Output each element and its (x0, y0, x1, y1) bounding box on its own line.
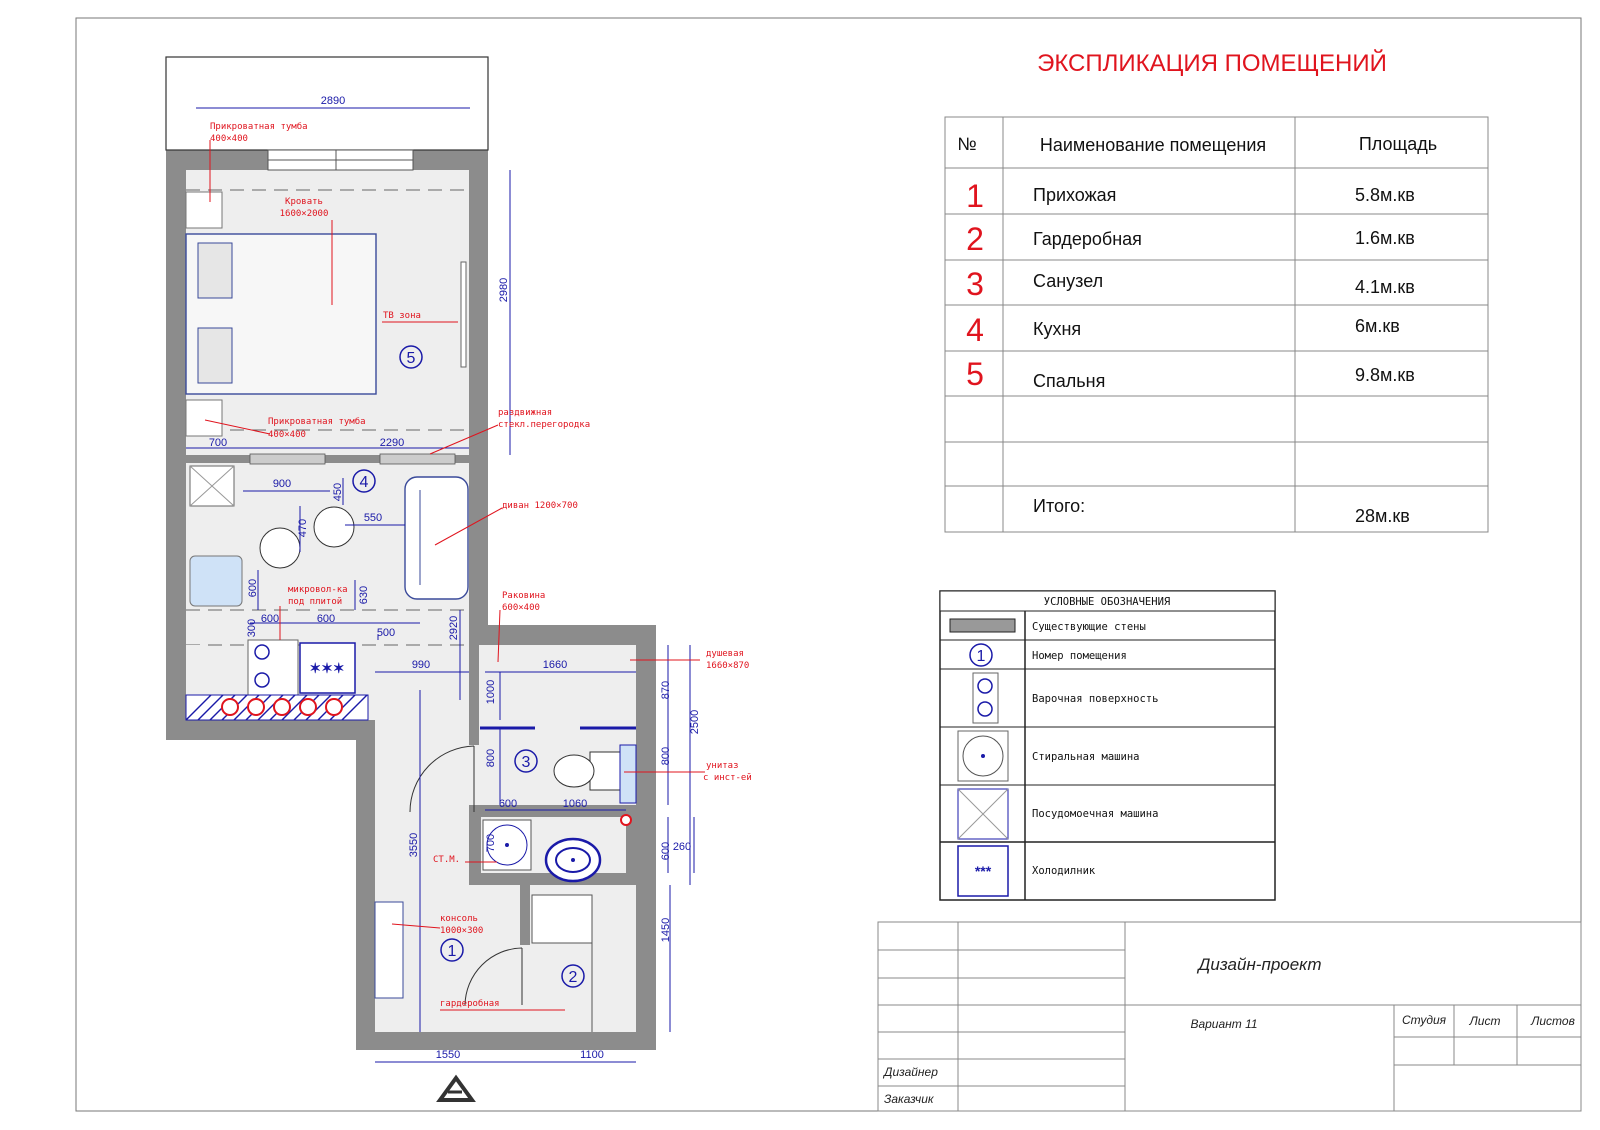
label-bed: Кровать (285, 197, 323, 207)
row-number: 2 (966, 221, 984, 257)
dishwasher-icon (958, 789, 1008, 839)
row-area: 6м.кв (1355, 316, 1400, 336)
label-nightstand-top-size: 400×400 (210, 134, 248, 144)
row-number: 1 (966, 178, 984, 214)
dim-800-a: 800 (485, 748, 497, 768)
dim-2290: 2290 (379, 437, 405, 449)
console (375, 902, 403, 998)
dim-2980: 2980 (498, 277, 510, 303)
label-toilet2: с инст-ей (703, 773, 752, 783)
toilet-installation (620, 745, 636, 803)
existing-wall-icon (950, 619, 1015, 632)
table-row (966, 312, 1400, 348)
dim-600-d: 600 (660, 841, 672, 861)
label-sink-size: 600×400 (502, 603, 540, 613)
legend-label: Номер помещения (1032, 650, 1127, 662)
dim-630: 630 (358, 585, 370, 605)
table-row (966, 178, 1415, 214)
label-microwave: микровол-ка (288, 585, 348, 595)
label-shower: душевая (706, 649, 744, 659)
label-wardrobe: гардеробная (440, 999, 500, 1009)
legend-label: Холодилник (1032, 865, 1096, 877)
dim-2920: 2920 (448, 615, 460, 641)
dim-300: 300 (246, 618, 258, 638)
sofa (405, 477, 468, 599)
row-area: 1.6м.кв (1355, 228, 1415, 248)
project-title: Дизайн-проект (1198, 955, 1322, 974)
row-name: Прихожая (1033, 185, 1117, 205)
wardrobe-wall (520, 885, 530, 945)
sheets-label: Листов (1531, 1014, 1575, 1028)
label-washer: СТ.М. (433, 855, 461, 865)
label-partition2: стекл.перегородка (498, 420, 591, 430)
cooktop-icon (973, 673, 998, 723)
row-name: Санузел (1033, 271, 1104, 291)
row-name: Кухня (1033, 319, 1082, 339)
designer-label: Дизайнер (884, 1065, 938, 1079)
row-area: 9.8м.кв (1355, 365, 1415, 385)
fridge-icon (958, 846, 1008, 896)
table-row (966, 221, 1415, 257)
table-header-name: Наименование помещения (1039, 135, 1267, 155)
svg-text:✶✶✶: ✶✶✶ (309, 660, 345, 676)
row-area: 4.1м.кв (1355, 277, 1415, 297)
svg-text:3: 3 (521, 754, 531, 771)
label-toilet: унитаз (706, 761, 739, 771)
tv-unit (461, 262, 466, 367)
total-label: Итого: (1033, 496, 1086, 516)
row-name: Гардеробная (1033, 229, 1142, 249)
washing-machine-icon (958, 731, 1008, 781)
dim-870: 870 (660, 680, 672, 700)
dim-700: 700 (208, 437, 228, 449)
table-row (966, 356, 1415, 392)
label-sofa: диван 1200×700 (502, 501, 578, 511)
dim-1060: 1060 (562, 798, 588, 810)
row-number: 5 (966, 356, 984, 392)
label-nightstand-bottom: Прикроватная тумба (268, 417, 366, 427)
floor-plan (166, 57, 752, 1100)
dim-1550: 1550 (435, 1049, 461, 1061)
bathroom-wall (469, 805, 636, 817)
dim-990: 990 (411, 659, 431, 671)
variant-label: Вариант 11 (1190, 1017, 1258, 1031)
legend-label: Посудомоечная машина (1032, 808, 1159, 820)
label-bed-size: 1600×2000 (279, 209, 329, 219)
label-microwave2: под плитой (288, 597, 343, 607)
svg-text:4: 4 (359, 474, 369, 491)
explication-table (945, 117, 1488, 532)
label-nightstand-bottom-size: 400×400 (268, 430, 306, 440)
svg-text:***: *** (974, 863, 992, 879)
studio-logo-icon (440, 1078, 472, 1100)
label-tv: ТВ зона (383, 311, 421, 321)
dim-470: 470 (297, 518, 309, 538)
bathroom-sink (546, 839, 600, 881)
dim-1100: 1100 (580, 1049, 604, 1061)
legend-label: Стиральная машина (1032, 751, 1140, 763)
svg-text:2: 2 (568, 969, 578, 986)
dishwasher-icon (190, 466, 234, 506)
dim-600-a: 600 (260, 613, 280, 625)
dim-600-b: 600 (316, 613, 336, 625)
legend (940, 591, 1275, 900)
row-name: Спальня (1033, 371, 1106, 391)
row-area: 5.8м.кв (1355, 185, 1415, 205)
label-nightstand-top: Прикроватная тумба (210, 122, 308, 132)
dim-1450: 1450 (660, 917, 672, 943)
svg-text:1: 1 (447, 943, 457, 960)
dim-1660: 1660 (542, 659, 568, 671)
customer-label: Заказчик (884, 1092, 934, 1106)
legend-title: УСЛОВНЫЕ ОБОЗНАЧЕНИЯ (1043, 596, 1171, 608)
dim-900: 900 (272, 478, 292, 490)
legend-label: Существующие стены (1032, 621, 1146, 633)
dim-700-v: 700 (485, 833, 497, 853)
total-area: 28м.кв (1355, 506, 1410, 526)
label-sink: Раковина (502, 591, 546, 601)
explication-title: ЭКСПЛИКАЦИЯ ПОМЕЩЕНИЙ (1037, 50, 1387, 77)
table-row (966, 266, 1415, 302)
legend-label: Варочная поверхность (1032, 693, 1159, 705)
dim-260: 260 (672, 841, 692, 853)
dim-600-v: 600 (247, 578, 259, 598)
dim-800-b: 800 (660, 746, 672, 766)
dim-450: 450 (332, 482, 344, 502)
label-console: консоль (440, 914, 478, 924)
svg-text:1: 1 (976, 648, 986, 665)
kitchen-sink (190, 556, 242, 606)
row-number: 3 (966, 266, 984, 302)
dim-550: 550 (363, 512, 383, 524)
dim-500: 500 (376, 627, 396, 639)
dim-1000: 1000 (485, 679, 497, 705)
dining-chair (260, 528, 300, 568)
dim-2890: 2890 (320, 95, 346, 107)
table-header-number: № (957, 134, 977, 154)
dining-table (314, 507, 354, 547)
label-shower-size: 1660×870 (706, 661, 750, 671)
svg-text:5: 5 (406, 350, 416, 367)
label-partition: раздвижная (498, 408, 553, 418)
nightstand (186, 192, 222, 228)
row-number: 4 (966, 312, 984, 348)
dim-2500: 2500 (689, 709, 701, 735)
label-console-size: 1000×300 (440, 926, 484, 936)
dim-3550: 3550 (408, 832, 420, 858)
sheet-label: Лист (1469, 1014, 1501, 1028)
studio-label: Студия (1401, 1013, 1447, 1027)
dim-600-c: 600 (498, 798, 518, 810)
table-header-area: Площадь (1358, 134, 1438, 154)
